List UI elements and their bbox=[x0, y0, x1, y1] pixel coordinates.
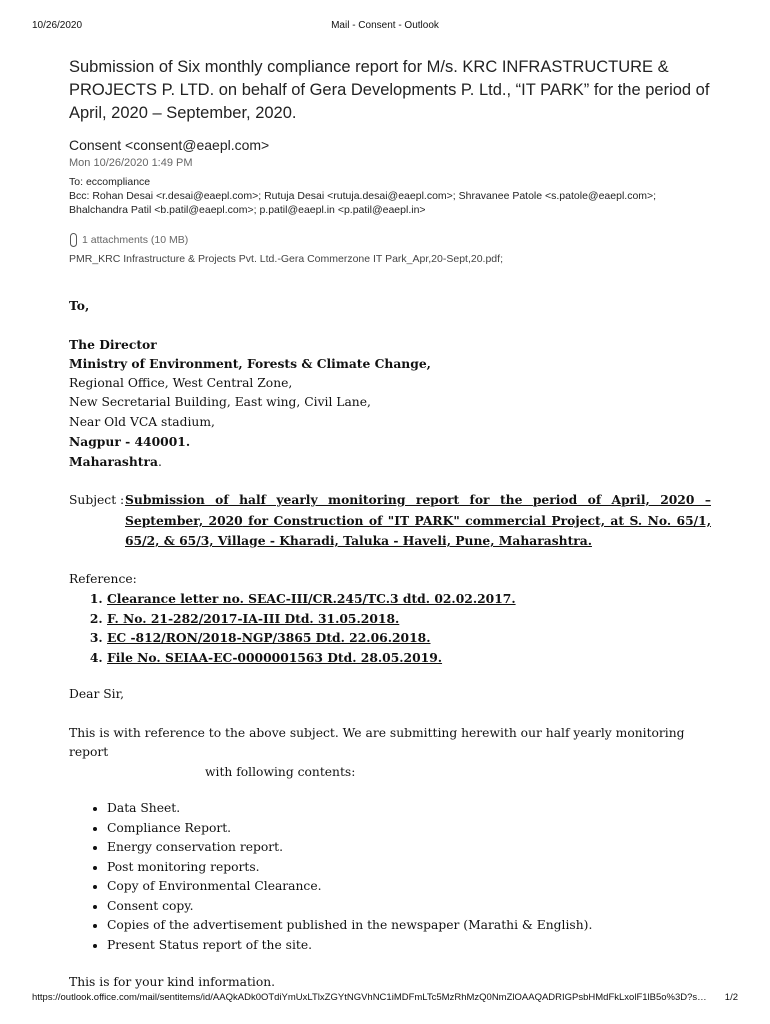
email-header bbox=[69, 56, 714, 265]
bcc-label: Bcc: bbox=[69, 190, 90, 202]
attachment-file[interactable]: PMR_KRC Infrastructure & Projects Pvt. Ltd.-Gera Commerzone IT Park_Apr,20-Sept,20.pdf; bbox=[69, 253, 503, 265]
letter-state-line: Maharashtra. bbox=[69, 453, 162, 469]
print-url: https://outlook.office.com/mail/sentitems/id/AAQkADk0OTdiYmUxLTlxZGYtNGVhNC1iMDFmLTc5MzRhMzQ0NmZlOAAQADRIGPsbHMdFkLxolF1lB5o%3D?s… bbox=[32, 992, 707, 1003]
contents-item: • Compliance Report. bbox=[107, 819, 711, 839]
contents-item: • Present Status report of the site. bbox=[107, 936, 711, 956]
contents-item: • Post monitoring reports. bbox=[107, 858, 711, 878]
body-line: This is with reference to the above subject. We are submitting herewith our half yearly monitoring report bbox=[69, 725, 685, 759]
letter-subject bbox=[69, 490, 711, 552]
contents-item: • Energy conservation report. bbox=[107, 838, 711, 858]
print-header bbox=[32, 20, 738, 34]
print-title: Mail - Consent - Outlook bbox=[331, 20, 439, 31]
salutation: Dear Sir, bbox=[69, 687, 125, 701]
attachments-count: 1 attachments (10 MB) bbox=[82, 234, 189, 246]
closing: This is for your kind information. bbox=[69, 975, 276, 989]
subject-detail: for Construction of "IT PARK" commercial Project, at S. No. 65/1, 65/2, & 65/3, Village - Kharadi, Taluka - Haveli, Pune, Maharashtra. bbox=[125, 512, 711, 548]
email-to bbox=[69, 175, 714, 189]
contents-item: • Copies of the advertisement published in the newspaper (Marathi & English). bbox=[107, 916, 711, 936]
letter-city: Nagpur - 440001. bbox=[69, 434, 191, 449]
bcc-recipients-line1[interactable]: Rohan Desai <r.desai@eaepl.com>; Rutuja Desai <rutuja.desai@eaepl.com>; Shravanee Patole <s.patole@eaepl.com>; bbox=[92, 190, 657, 202]
email-subject: Submission of Six monthly compliance report for M/s. KRC INFRASTRUCTURE & PROJECTS P. LTD. on behalf of Gera Developments P. Ltd., “IT PARK” for the period of April, 2020 – September, 2020. bbox=[69, 58, 710, 122]
paperclip-icon bbox=[69, 233, 77, 247]
to-label: To: bbox=[69, 176, 84, 188]
reference-item: 1. Clearance letter no. SEAC-III/CR.245/TC.3 dtd. 02.02.2017. bbox=[107, 589, 711, 609]
reference-item: 4. File No. SEIAA-EC-0000001563 Dtd. 28.05.2019. bbox=[107, 648, 711, 668]
contents-item: • Data Sheet. bbox=[107, 799, 711, 819]
subject-main: Submission of half yearly monitoring report for the period of April, 2020 – September, 2020 bbox=[125, 492, 711, 528]
reference-item: 2. F. No. 21-282/2017-IA-III Dtd. 31.05.2018. bbox=[107, 609, 711, 629]
subject-label: Subject : bbox=[69, 493, 125, 507]
letter-ministry: Ministry of Environment, Forests & Climate Change, bbox=[69, 356, 431, 371]
body-line: with following contents: bbox=[205, 764, 356, 779]
letter-to: To, bbox=[69, 298, 90, 313]
attachments-summary[interactable] bbox=[69, 233, 714, 247]
address-line: Near Old VCA stadium, bbox=[69, 414, 215, 429]
reference-item: 3. EC -812/RON/2018-NGP/3865 Dtd. 22.06.2018. bbox=[107, 628, 711, 648]
address-line: Regional Office, West Central Zone, bbox=[69, 375, 293, 390]
letter-addressee: The Director bbox=[69, 336, 157, 352]
email-date: Mon 10/26/2020 1:49 PM bbox=[69, 157, 193, 169]
contents-item: • Consent copy. bbox=[107, 897, 711, 917]
email-body bbox=[69, 296, 711, 993]
contents-list bbox=[69, 799, 711, 955]
letter-state: Maharashtra bbox=[69, 453, 158, 469]
print-date: 10/26/2020 bbox=[32, 20, 83, 31]
email-bcc bbox=[69, 189, 714, 217]
to-recipient[interactable]: eccompliance bbox=[85, 176, 151, 188]
reference-list bbox=[69, 589, 711, 667]
address-line: New Secretarial Building, East wing, Civil Lane, bbox=[69, 395, 371, 409]
contents-item: • Copy of Environmental Clearance. bbox=[107, 877, 711, 897]
bcc-recipients-line2[interactable]: Bhalchandra Patil <b.patil@eaepl.com>; p.patil@eaepl.in <p.patil@eaepl.in> bbox=[69, 204, 426, 216]
reference-label: Reference: bbox=[69, 571, 137, 586]
page-number: 1/2 bbox=[724, 992, 738, 1003]
email-sender[interactable]: Consent <consent@eaepl.com> bbox=[69, 137, 270, 153]
